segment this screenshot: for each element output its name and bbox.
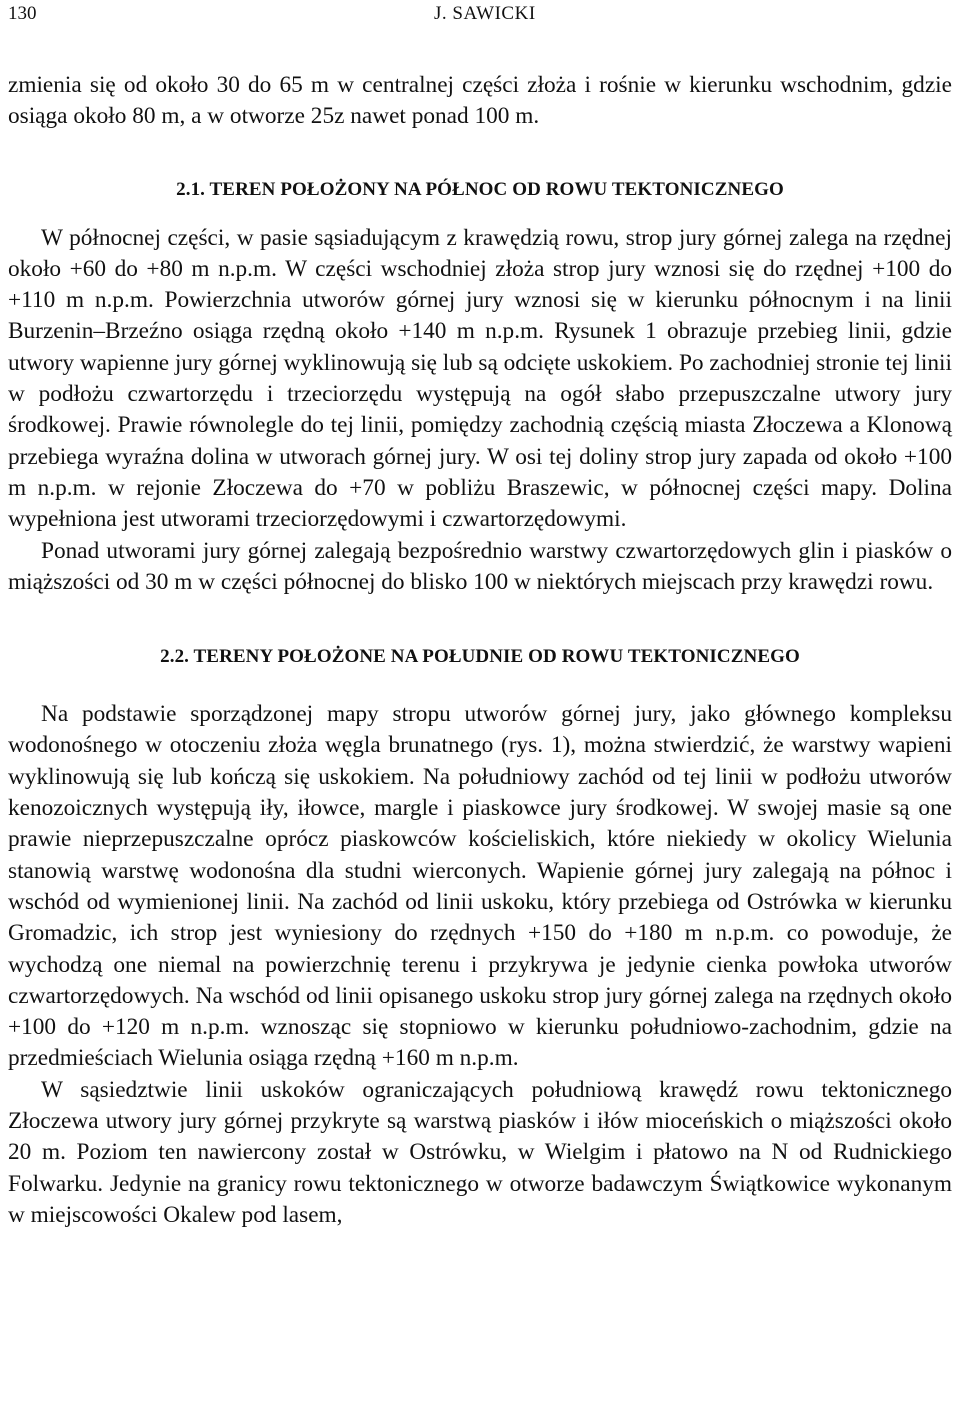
author-initial: J. S bbox=[434, 3, 464, 24]
paragraph-section-2-2-b: W sąsiedztwie linii uskoków ograniczających południową krawędź rowu tektonicznego Złoczewa utwory jury górnej przykryte są warstwą piasków i iłów mioceńskich o miąższości około 20 m. Poziom ten nawiercony został w Ostrówku, w Wielgim i płatowo na N od Rudnickiego Folwarku. Jedynie na granicy rowu tektonicznego w otworze badawczym Świątkowice wykonanym w miejscowości Okalew pod lasem, bbox=[8, 1076, 952, 1228]
document-page bbox=[8, 0, 952, 1231]
paragraph-section-2-1-a: W północnej części, w pasie sąsiadującym z krawędzią rowu, strop jury górnej zalega na rzędnej około +60 do +80 m n.p.m. W części wschodniej złoża strop jury wznosi się do rzędnej +100 do +110 m n.p.m. Powierzchnia utworów górnej jury wznosi się w kierunku północnym i na linii Burzenin–Brzeźno osiąga rzędną około +140 m n.p.m. Rysunek 1 obrazuje przebieg linii, gdzie utwory wapienne jury górnej wyklinowują się lub są odcięte uskokiem. Po zachodniej stronie tej linii w podłożu czwartorzędu i trzeciorzędu występują na ogół słabo przepuszczalne utwory jury środkowej. Prawie równolegle do tej linii, pomiędzy zachodnią częścią miasta Złoczewa a Klonową przebiega wyraźna dolina w utworach górnej jury. W osi tej doliny strop jury zapada od około +100 m n.p.m. w rejonie Złoczewa do +70 w pobliżu Braszewic, w północnej części mapy. Dolina wypełniona jest utworami trzeciorzędowymi i czwartorzędowymi. bbox=[8, 224, 952, 533]
paragraph-intro: zmienia się od około 30 do 65 m w centralnej części złoża i rośnie w kierunku wschodnim, gdzie osiąga około 80 m, a w otworze 25z nawet ponad 100 m. bbox=[8, 72, 952, 130]
section-heading-2-2: 2.2. TERENY POŁOŻONE NA POŁUDNIE OD ROWU TEKTONICZNEGO bbox=[160, 646, 800, 668]
paragraph-section-2-1-b: Ponad utworami jury górnej zalegają bezpośrednio warstwy czwartorzędowych glin i piasków o miąższości od 30 m w części północnej do blisko 100 w niektórych miejscach przy krawędzi rowu. bbox=[8, 537, 952, 595]
author-surname: AWICKI bbox=[463, 3, 536, 24]
page-number: 130 bbox=[8, 3, 37, 24]
paragraph-section-2-2-a: Na podstawie sporządzonej mapy stropu utworów górnej jury, jako głównego kompleksu wodonośnego w otoczeniu złoża węgla brunatnego (rys. 1), można stwierdzić, że warstwy wapieni wyklinowują się lub kończą się uskokiem. Na południowy zachód od tej linii w podłożu utworów kenozoicznych występują iły, iłowce, margle i piaskowce jury środkowej. W swojej masie są one prawie nieprzepuszczalne oprócz piaskowców kościeliskich, które niekiedy w okolicy Wielunia stanowią warstwę wodonośna dla studni wierconych. Wapienie górnej jury zalegają na północ i wschód od wymienionej linii. Na zachód od linii uskoku, który przebiega od Ostrówka w kierunku Gromadzic, ich strop jest wyniesiony do rzędnych +150 do +180 m n.p.m. co powoduje, że wychodzą one niemal na powierzchnię terenu i przykrywa je jedynie cienka powłoka utworów czwartorzędowych. Na wschód od linii opisanego uskoku strop jury górnej zalega na rzędnych około +100 do +120 m n.p.m. wznosząc się stopniowo w kierunku południowo-zachodnim, gdzie na przedmieściach Wielunia osiąga rzędną +160 m n.p.m. bbox=[8, 701, 952, 1072]
running-author bbox=[434, 2, 536, 26]
running-header bbox=[8, 0, 952, 30]
section-heading-2-1: 2.1. TEREN POŁOŻONY NA PÓŁNOC OD ROWU TEKTONICZNEGO bbox=[176, 178, 784, 200]
